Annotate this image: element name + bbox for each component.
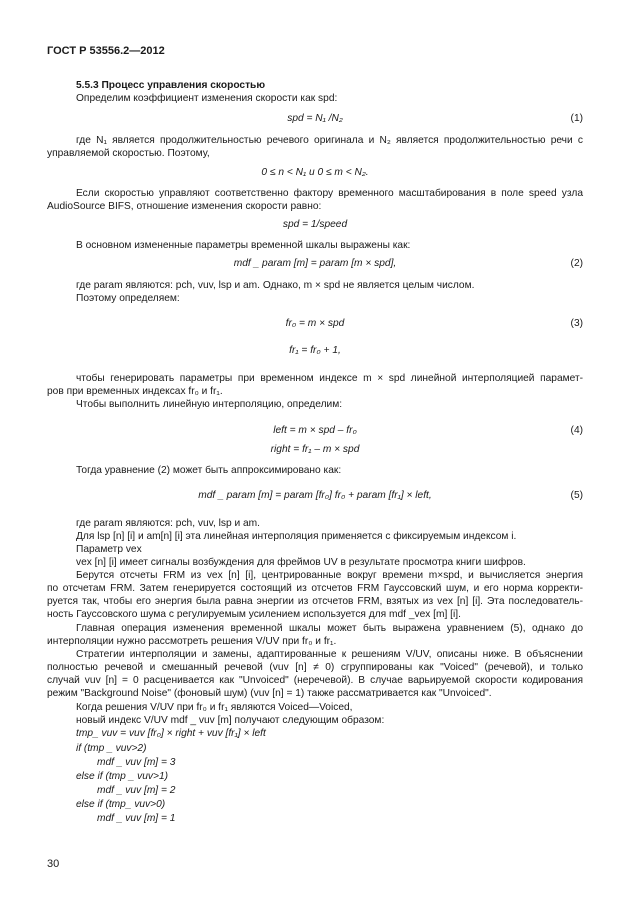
text-line: В основном измененные параметры временной шкалы выражены как: xyxy=(76,240,411,251)
equation-number: (3) xyxy=(570,318,583,329)
text-line: Определим коэффициент изменения скорости как spd: xyxy=(76,93,338,104)
text-line: чтобы генерировать параметры при временном индексе m × spd линейной интерполяцией парамет- xyxy=(76,373,583,384)
text-line: случай vuv [n] = 0 расценивается как "Unvoiced" (неречевой). В случае варьируемой скорости кодирования xyxy=(47,675,583,686)
text-line: Для lsp [n] [i] и am[n] [i] эта линейная интерполяция применяется с фиксируемым индексом i. xyxy=(76,531,517,542)
text-line: Поэтому определяем: xyxy=(76,293,180,304)
equation: left = m × spd – fr₀ xyxy=(273,425,357,436)
section-title: 5.5.3 Процесс управления скоростью xyxy=(76,80,266,91)
equation-number: (2) xyxy=(570,258,583,269)
text-line: полностью речевой и смешанный речевой (vuv [n] ≠ 0) сгруппированы как "Voiced" (речевой), и только xyxy=(47,662,583,673)
text-line: руется так, чтобы его энергия была равна энергии из отсчетов FRM, взятых из vex [n] [i]. Эта последователь- xyxy=(47,596,583,607)
text-line: Если скоростью управляют соответственно фактору временного масштабирования в поле speed узла xyxy=(76,188,583,199)
text-line: ров при временных индексах fr₀ и fr₁. xyxy=(47,386,223,397)
text-line: Чтобы выполнить линейную интерполяцию, определим: xyxy=(76,399,343,410)
text-line: интерполяции нужно рассмотреть решения V/UV при fr₀ и fr₁. xyxy=(47,636,337,647)
text-line: AudioSource BIFS, отношение изменения скорости равно: xyxy=(47,201,322,212)
equation-number: (1) xyxy=(570,113,583,124)
code-line: else if (tmp _ vuv>1) xyxy=(76,771,169,782)
equation-number: (4) xyxy=(570,425,583,436)
text-line: Тогда уравнение (2) может быть аппроксимировано как: xyxy=(76,465,342,476)
text-line: Параметр vex xyxy=(76,544,142,555)
text-line: новый индекс V/UV mdf _ vuv [m] получают следующим образом: xyxy=(76,715,385,726)
code-line: tmp_ vuv = vuv [fr₀] × right + vuv [fr₁] × left xyxy=(76,728,266,739)
equation: spd = N₁ /N₂ xyxy=(287,113,343,124)
code-line: else if (tmp_ vuv>0) xyxy=(76,799,166,810)
document-header: ГОСТ Р 53556.2—2012 xyxy=(47,45,165,57)
equation: mdf _ param [m] = param [fr₀] fr₀ + param [fr₁] × left, xyxy=(198,490,432,501)
equation: mdf _ param [m] = param [m × spd], xyxy=(233,258,397,269)
page-number: 30 xyxy=(47,858,60,870)
text-line: где param являются: pch, vuv, lsp и am. Однако, m × spd не является целым числом. xyxy=(76,280,475,291)
code-line: mdf _ vuv [m] = 3 xyxy=(97,757,176,768)
text-line: режим "Background Noise" (фоновый шум) (vuv [n] = 1) также рассматривается как "Unvoiced". xyxy=(47,688,492,699)
equation: 0 ≤ n < N₁ и 0 ≤ m < N₂. xyxy=(261,167,369,178)
equation: spd = 1/speed xyxy=(282,219,348,230)
text-line: где N₁ является продолжительностью речевого оригинала и N₂ является продолжительностью речи с xyxy=(76,135,583,146)
code-line: mdf _ vuv [m] = 2 xyxy=(97,785,176,796)
code-line: if (tmp _ vuv>2) xyxy=(76,743,147,754)
text-line: ность Гауссовского шума с регулируемым усилением используется для mdf _vex [m] [i]. xyxy=(47,609,461,620)
text-line: управляемой скоростью. Поэтому, xyxy=(47,148,210,159)
text-line: Стратегии интерполяции и замены, адаптированные к решениям V/UV, описаны ниже. В объяснении xyxy=(76,649,583,660)
text-line: где param являются: pch, vuv, lsp и am. xyxy=(76,518,260,529)
equation: fr₀ = m × spd xyxy=(285,318,345,329)
code-line: mdf _ vuv [m] = 1 xyxy=(97,813,176,824)
text-line: Берутся отсчеты FRM из vex [n] [i], центрированные вокруг времени m×spd, и вычисляется энергия xyxy=(76,570,583,581)
text-line: vex [n] [i] имеет сигналы возбуждения для фреймов UV в результате просмотра книги шифров. xyxy=(76,557,526,568)
equation: fr₁ = fr₀ + 1, xyxy=(289,345,341,356)
text-line: по отсчетам FRM. Затем генерируется состоящий из отсчетов FRM Гауссовский шум, и его норма корректи- xyxy=(47,583,583,594)
text-line: Главная операция изменения временной шкалы может быть выражена уравнением (5), однако до xyxy=(76,623,583,634)
equation-number: (5) xyxy=(570,490,583,501)
text-line: Когда решения V/UV при fr₀ и fr₁ являются Voiced—Voiced, xyxy=(76,702,353,713)
equation: right = fr₁ – m × spd xyxy=(270,444,360,455)
